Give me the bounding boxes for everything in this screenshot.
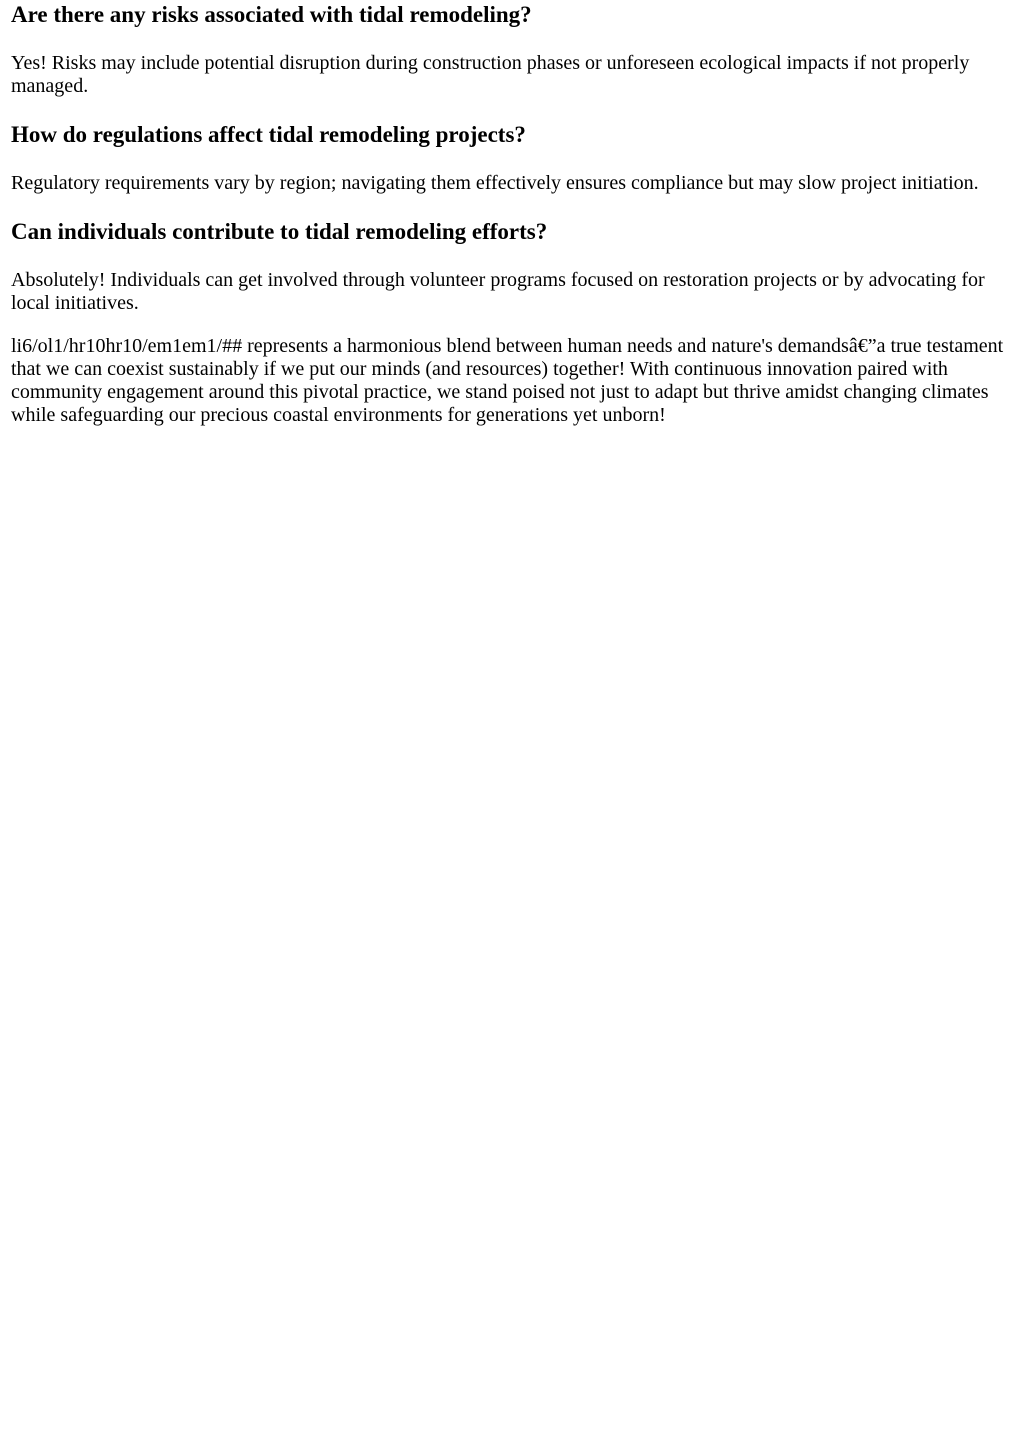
article-content bbox=[0, 1, 1024, 427]
faq-answer-regulations: Regulatory requirements vary by region; navigating them effectively ensures compliance but may slow project initiation. bbox=[11, 172, 979, 194]
faq-answer-risks: Yes! Risks may include potential disruption during construction phases or unforeseen ecological impacts if not properly managed. bbox=[11, 52, 970, 97]
conclusion-paragraph: li6/ol1/hr10hr10/em1em1/## represents a harmonious blend between human needs and nature's demandsâ€”a true testament that we can coexist sustainably if we put our minds (and resources) together! With continuous innovation paired with community engagement around this pivotal practice, we stand poised not just to adapt but thrive amidst changing climates while safeguarding our precious coastal environments for generations yet unborn! bbox=[11, 335, 1004, 426]
faq-question-risks: Are there any risks associated with tidal remodeling? bbox=[11, 2, 532, 27]
faq-question-individuals: Can individuals contribute to tidal remodeling efforts? bbox=[11, 219, 548, 244]
faq-question-regulations: How do regulations affect tidal remodeling projects? bbox=[11, 122, 526, 147]
faq-answer-individuals: Absolutely! Individuals can get involved through volunteer programs focused on restoration projects or by advocating for local initiatives. bbox=[11, 269, 985, 314]
